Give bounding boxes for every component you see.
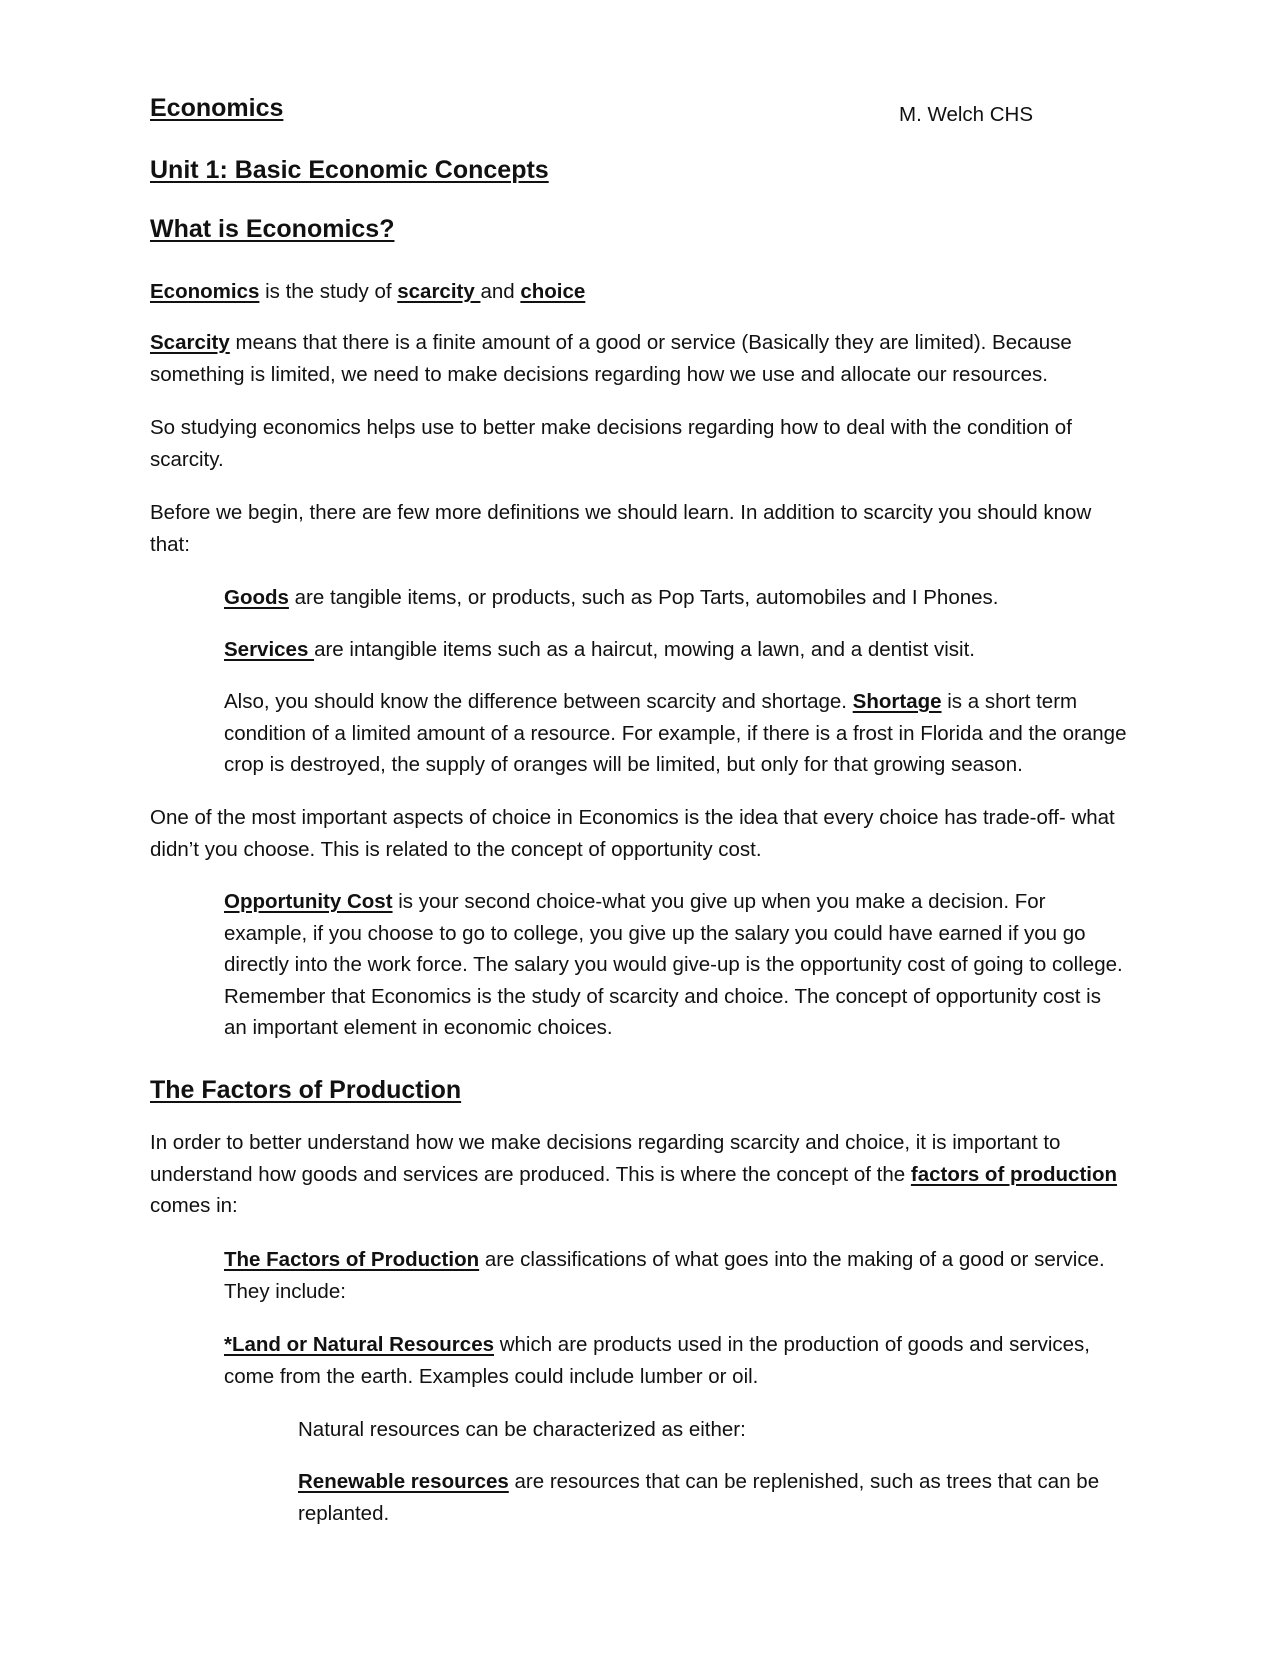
section-heading-what-is-economics: What is Economics? <box>150 215 395 243</box>
paragraph-opportunity-cost <box>224 886 1129 1044</box>
paragraph-scarcity <box>150 327 1125 390</box>
paragraph-before-we-begin: Before we begin, there are few more definitions we should learn. In addition to scarcity you should know that: <box>150 501 1092 556</box>
paragraph-text: are tangible items, or products, such as Pop Tarts, automobiles and I Phones. <box>288 586 999 609</box>
term-scarcity: scarcity <box>397 280 481 303</box>
section-heading-factors-of-production: The Factors of Production <box>150 1076 462 1104</box>
term-scarcity-def: Scarcity <box>150 331 230 354</box>
paragraph-text: are intangible items such as a haircut, mowing a lawn, and a dentist visit. <box>314 638 975 661</box>
course-title: Economics <box>150 94 284 122</box>
paragraph-text: is a short term condition of a limited amount of a resource. For example, if there is a frost in Florida and the orange crop is destroyed, the supply of oranges will be limited, but only for that growing season. <box>224 690 1127 776</box>
paragraph-natural-characterized: Natural resources can be characterized as either: <box>298 1418 746 1441</box>
paragraph-so-studying: So studying economics helps use to better make decisions regarding how to deal with the condition of scarcity. <box>150 416 1072 471</box>
term-services: Services <box>224 638 315 661</box>
term-renewable-resources: Renewable resources <box>298 1470 509 1493</box>
definition-factors-of-production <box>224 1244 1129 1307</box>
term-land-natural-resources: *Land or Natural Resources <box>224 1333 494 1356</box>
paragraph-text: means that there is a finite amount of a good or service (Basically they are limited). Because something is limited, we need to make decisions regarding how we use and allocate our resources. <box>150 331 1072 386</box>
paragraph-shortage <box>224 686 1129 781</box>
unit-title: Unit 1: Basic Economic Concepts <box>150 156 549 184</box>
term-shortage: Shortage <box>852 690 942 713</box>
term-the-factors-of-production: The Factors of Production <box>224 1248 480 1271</box>
paragraph-text: In order to better understand how we make decisions regarding scarcity and choice, it is important to understand how goods and services are produced. This is where the concept of the <box>150 1131 1061 1186</box>
paragraph-text: are resources that can be replenished, such as trees that can be replanted. <box>298 1470 1100 1525</box>
definition-land <box>224 1329 1129 1392</box>
term-goods: Goods <box>224 586 289 609</box>
author-label: M. Welch CHS <box>899 103 1034 126</box>
definition-text: and <box>480 280 521 303</box>
definition-renewable-resources <box>298 1466 1128 1529</box>
term-opportunity-cost: Opportunity Cost <box>224 890 393 913</box>
paragraph-text: are classifications of what goes into the making of a good or service. They include: <box>224 1248 1105 1303</box>
paragraph-factors-intro <box>150 1127 1125 1222</box>
paragraph-tradeoff: One of the most important aspects of choice in Economics is the idea that every choice has trade-off- what didn’t you choose. This is related to the concept of opportunity cost. <box>150 806 1115 861</box>
definition-goods <box>224 582 1129 614</box>
term-factors-of-production: factors of production <box>910 1162 1118 1186</box>
paragraph-text: comes in: <box>150 1194 238 1217</box>
definition-text: is the study of <box>259 280 398 303</box>
definition-economics <box>150 276 1125 308</box>
paragraph-text: is your second choice-what you give up when you make a decision. For example, if you choose to go to college, you give up the salary you could have earned if you go directly into the work force. The salary you would give-up is the opportunity cost of going to college. Remember that Economics is the study of scarcity and choice. The concept of opportunity cost is an important element in economic choices. <box>224 890 1123 1039</box>
term-choice: choice <box>520 280 586 303</box>
term-economics: Economics <box>150 280 260 303</box>
definition-services <box>224 634 1129 666</box>
paragraph-text: which are products used in the production of goods and services, come from the earth. Examples could include lumber or oil. <box>224 1333 1090 1388</box>
paragraph-text: Also, you should know the difference between scarcity and shortage. <box>224 690 853 713</box>
